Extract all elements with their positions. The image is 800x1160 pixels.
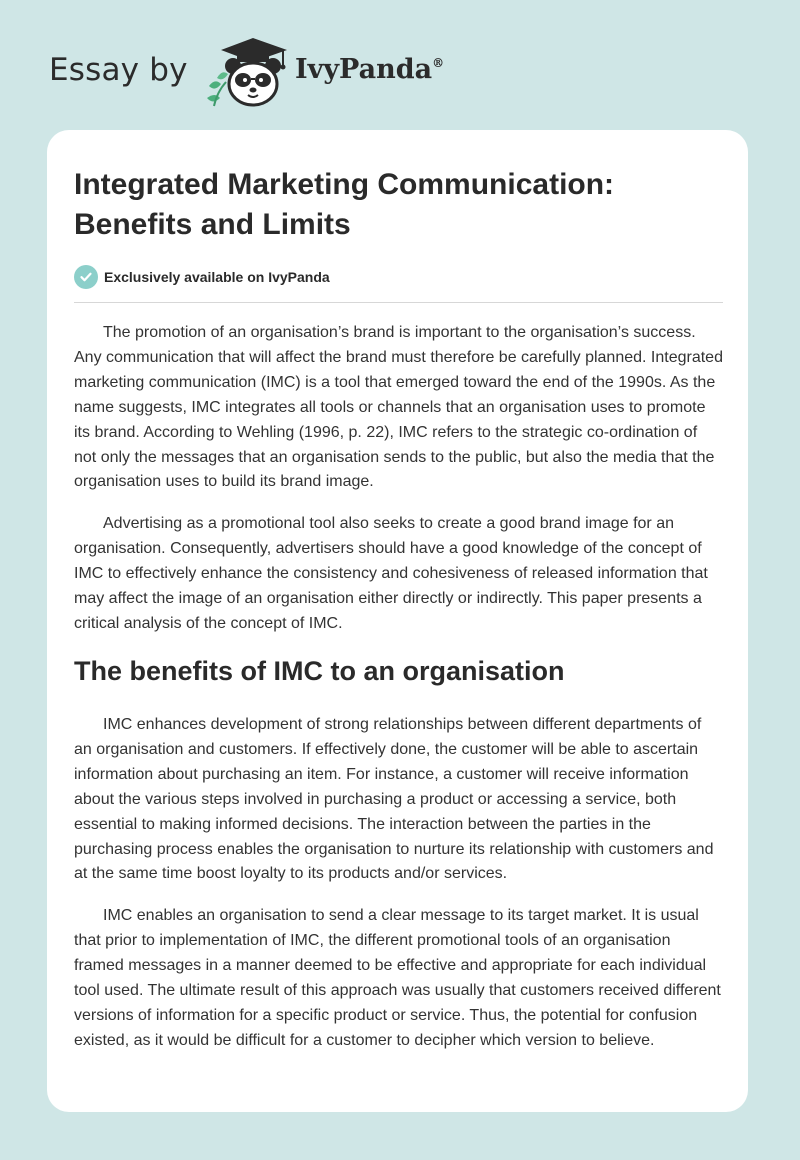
brand-header[interactable] <box>49 34 469 110</box>
section-heading: The benefits of IMC to an organisation <box>74 656 565 686</box>
paragraph: Advertising as a promotional tool also seeks to create a good brand image for an organisation. Consequently, advertisers should have a good knowledge of the concept of IMC to effectively enhance the consistency and cohesiveness of released information that may affect the image of an organisation either directly or indirectly. This paper presents a critical analysis of the concept of IMC. <box>74 515 708 632</box>
panda-graduate-icon <box>203 34 295 110</box>
exclusive-label: Exclusively available on IvyPanda <box>104 269 330 285</box>
essay-title: Integrated Marketing Communication: Benefits and Limits <box>74 168 615 241</box>
brand-name: IvyPanda® <box>295 54 445 85</box>
paragraph: The promotion of an organisation’s brand is important to the organisation’s success. Any communication that will affect the brand must therefore be carefully planned. Integrated marketing communication (IMC) is a tool that emerged toward the end of the 1990s. As the name suggests, IMC integrates all tools or channels that an organisation uses to promote its brand. According to Wehling (1996, p. 22), IMC refers to the strategic co-ordination of not only the messages that an organisation sends to the public, but also the media that the organisation uses to build its brand image. <box>74 324 723 491</box>
brand-prefix: Essay by <box>49 52 188 88</box>
paragraph: IMC enhances development of strong relationships between different departments of an organisation and customers. If effectively done, the customer will be able to ascertain information about purchasing an item. For instance, a customer will receive information about the various steps involved in purchasing a product or accessing a service, both essential to making informed decisions. The interaction between the parties in the purchasing process enables the organisation to nurture its relationship with customers and at the same time boost loyalty to its products and/or services. <box>74 716 714 883</box>
registered-mark: ® <box>432 56 445 70</box>
exclusive-badge <box>74 264 330 290</box>
essay-card <box>47 130 748 1112</box>
divider <box>74 302 723 303</box>
check-circle-icon <box>74 265 98 289</box>
paragraph: IMC enables an organisation to send a clear message to its target market. It is usual that prior to implementation of IMC, the different promotional tools of an organisation framed messages in a manner deemed to be effective and appropriate for each individual tool used. The ultimate result of this approach was usually that customers received different versions of information for a specific product or service. Thus, the potential for confusion existed, as it would be difficult for a customer to decipher which version to believe. <box>74 907 721 1049</box>
